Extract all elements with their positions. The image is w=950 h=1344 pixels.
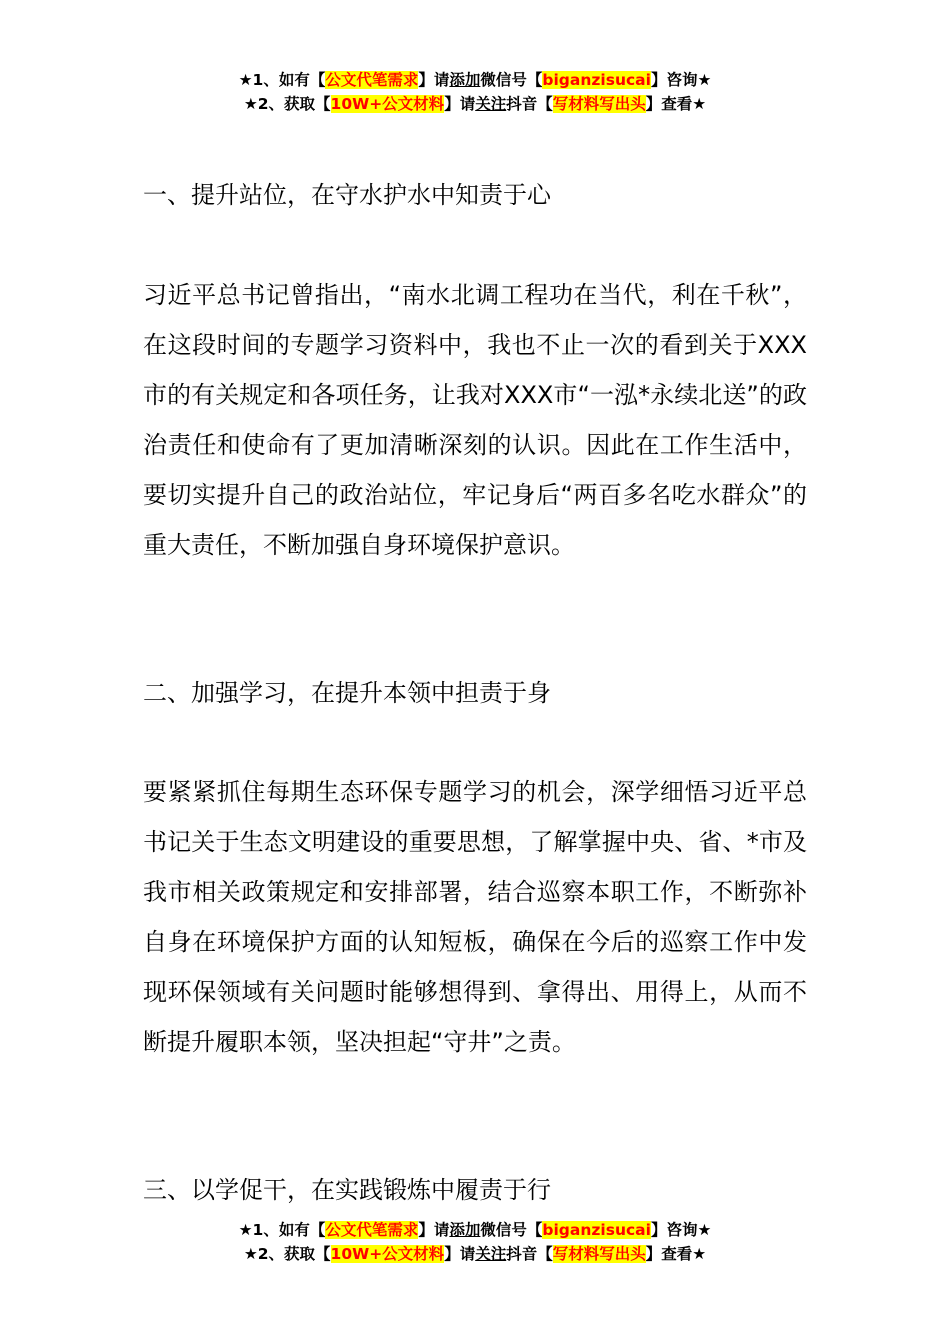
banner-highlight: 写材料写出头 (552, 1245, 646, 1263)
section-heading-3: 三、以学促干，在实践锻炼中履责于行 (143, 1176, 551, 1204)
banner-highlight: biganzisucai (542, 71, 651, 89)
section-heading-2: 二、加强学习，在提升本领中担责于身 (143, 679, 551, 707)
banner-text: 抖音【 (506, 95, 553, 113)
banner-text: 微信号【 (480, 71, 543, 89)
section-heading-1: 一、提升站位，在守水护水中知责于心 (143, 181, 551, 209)
banner-highlight: 写材料写出头 (552, 95, 646, 113)
banner-underline: 关注 (475, 1245, 507, 1263)
banner-text: 】咨询★ (650, 1221, 712, 1239)
banner-text: ★1、如有【 (238, 1221, 326, 1239)
banner-text: ★2、获取【 (243, 1245, 331, 1263)
banner-highlight: 10W+公文材料 (330, 95, 445, 113)
banner-text: 】查看★ (645, 95, 707, 113)
banner-line-1 (0, 68, 950, 92)
banner-text: ★2、获取【 (243, 95, 331, 113)
banner-line-1 (0, 1218, 950, 1242)
banner-highlight: 10W+公文材料 (330, 1245, 445, 1263)
banner-text: 抖音【 (506, 1245, 553, 1263)
banner-highlight: 公文代笔需求 (325, 1221, 419, 1239)
banner-text: 】请 (444, 95, 476, 113)
banner-underline: 关注 (475, 95, 507, 113)
banner-text: 】请 (418, 1221, 450, 1239)
banner-text: 】咨询★ (650, 71, 712, 89)
banner-underline: 添加 (449, 71, 481, 89)
section-paragraph-1: 习近平总书记曾指出，“南水北调工程功在当代，利在千秋”，在这段时间的专题学习资料中，我也不止一次的看到关于XXX市的有关规定和各项任务，让我对XXX市“一泓*永续北送”的政治责任和使命有了更加清晰深刻的认识。因此在工作生活中，要切实提升自己的政治站位，牢记身后“两百多名吃水群众”的重大责任，不断加强自身环境保护意识。 (143, 281, 807, 559)
banner-underline: 添加 (449, 1221, 481, 1239)
banner-line-2 (0, 1242, 950, 1266)
section-paragraph-2: 要紧紧抓住每期生态环保专题学习的机会，深学细悟习近平总书记关于生态文明建设的重要思想，了解掌握中央、省、*市及我市相关政策规定和安排部署，结合巡察本职工作，不断弥补自身在环境保护方面的认知短板，确保在今后的巡察工作中发现环保领域有关问题时能够想得到、拿得出、用得上，从而不断提升履职本领，坚决担起“守井”之责。 (143, 778, 807, 1056)
banner-line-2 (0, 92, 950, 116)
banner-highlight: 公文代笔需求 (325, 71, 419, 89)
header-banner (0, 68, 950, 116)
banner-text: 】请 (418, 71, 450, 89)
banner-text: ★1、如有【 (238, 71, 326, 89)
banner-highlight: biganzisucai (542, 1221, 651, 1239)
banner-text: 】查看★ (645, 1245, 707, 1263)
banner-text: 】请 (444, 1245, 476, 1263)
banner-text: 微信号【 (480, 1221, 543, 1239)
footer-banner (0, 1218, 950, 1266)
